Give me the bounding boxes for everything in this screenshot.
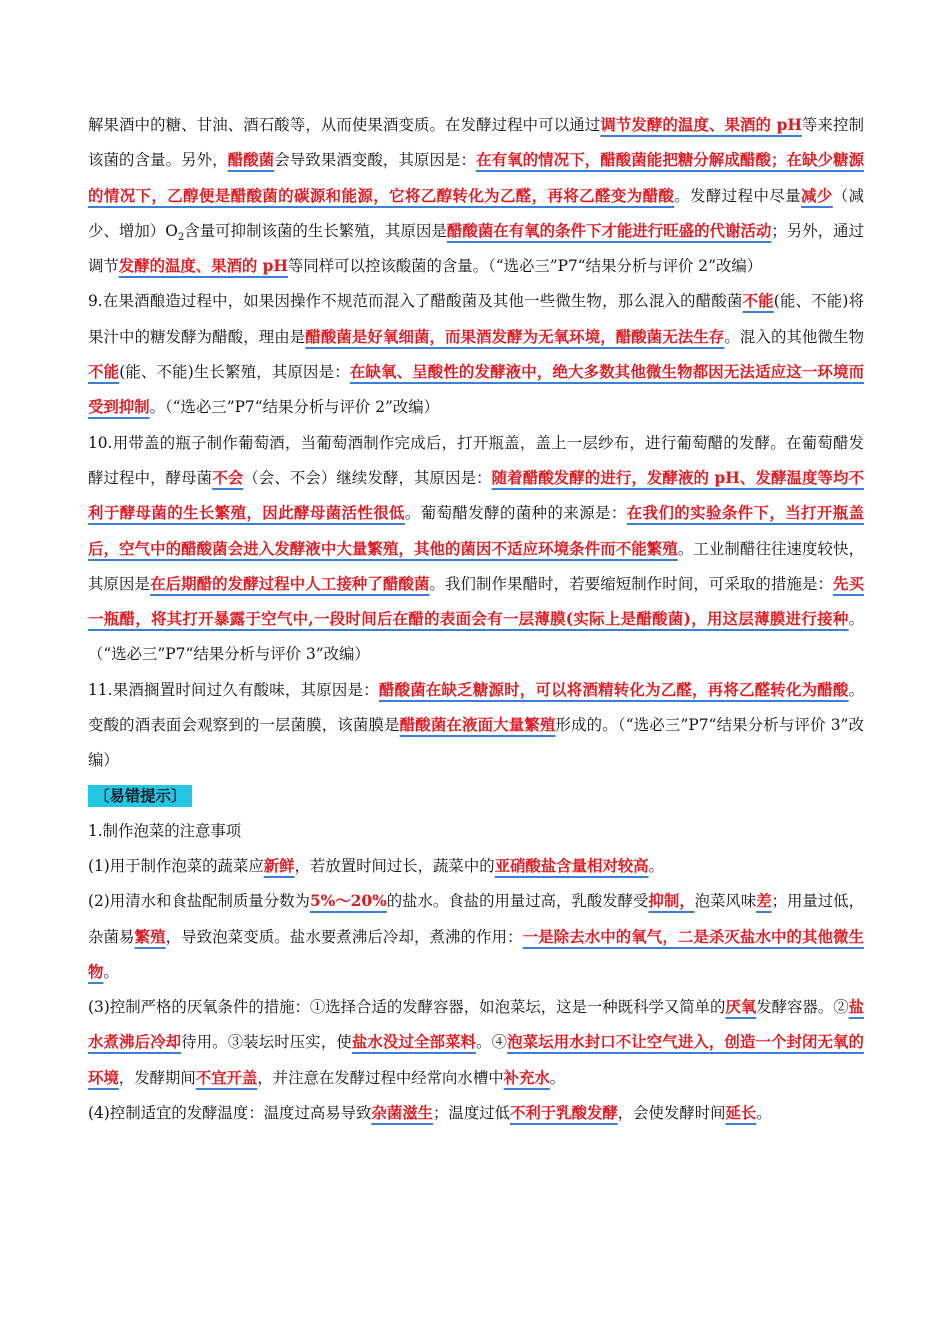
body-text: 等来控制该菌的含量。另外， — [88, 116, 864, 170]
body-text: 解果酒中的糖、甘油、酒石酸等，从而使果酒变质。在发酵过程中可以通过 — [88, 116, 601, 134]
answer-text: 醋酸菌是好氧细菌，而果酒发酵为无氧环境，醋酸菌无法生存 — [305, 327, 725, 346]
answer-text: 抑制， — [648, 892, 695, 911]
subscript: 2 — [177, 231, 185, 243]
answer-text: 随着醋酸发酵的进行，发酵液的 pH、发酵温度等均不利于酵母菌的生长繁殖，因此酵母菌活性很低 — [88, 468, 864, 523]
body-text: (3)控制严格的厌氧条件的措施：①选择合适的发酵容器，如泡菜坛，这是一种既科学又简单的 — [88, 998, 726, 1017]
body-text: (1)用于制作泡菜的蔬菜应 — [88, 856, 264, 875]
body-text: （会、不会）继续发酵，其原因是： — [243, 468, 492, 487]
body-text: 。④ — [476, 1033, 508, 1052]
answer-text: 不宜开盖 — [195, 1068, 258, 1087]
answer-text: 醋酸菌 — [227, 151, 275, 170]
body-text: 。（“选必三”P7“结果分析与评价 2”改编） — [149, 398, 440, 417]
answer-text: 醋酸菌在液面大量繁殖 — [399, 716, 556, 735]
document-body — [88, 108, 864, 1131]
answer-text: 在有氧的情况下，醋酸菌能把糖分解成醋酸；在缺少糖源的情况下，乙醇便是醋酸菌的碳源和能源，它将乙醇转化为乙醛，再将乙醛变为醋酸 — [88, 151, 864, 205]
body-text: ，并注意在发酵过程中经常向水槽中 — [257, 1068, 504, 1087]
body-text: 形成的。（“选必三”P7“结果分析与评价 3”改编） — [88, 716, 864, 770]
body-text: 含量可抑制该菌的生长繁殖，其原因是 — [184, 221, 447, 240]
answer-text: 一是除去水中的氧气，二是杀灭盐水中的其他微生物 — [88, 927, 864, 981]
body-text: 。混入的其他微生物 — [724, 327, 864, 346]
answer-text: 发酵的温度、果酒的 pH — [118, 257, 288, 276]
answer-text: 差 — [756, 892, 772, 911]
paragraph — [88, 814, 864, 849]
body-text: ，若放置时间过长，蔬菜中的 — [294, 856, 495, 875]
answer-text: 杂菌滋生 — [371, 1104, 434, 1123]
body-text: 发酵容器。② — [756, 998, 849, 1017]
body-text: 。变酸的酒表面会观察到的一层菌膜，该菌膜是 — [88, 680, 864, 735]
answer-text: 调节发酵的温度、果酒的 pH — [600, 116, 802, 134]
answer-text: 5%～20% — [309, 892, 387, 911]
body-text: 。我们制作果醋时，若要缩短制作时间，可采取的措施是： — [429, 574, 834, 593]
paragraph — [88, 108, 864, 284]
body-text: 的盐水。食盐的用量过高，乳酸发酵受 — [386, 892, 649, 911]
answer-text: 盐水煮沸后冷却 — [88, 998, 864, 1052]
answer-text: 新鲜 — [263, 856, 295, 875]
tip-heading-row — [88, 779, 864, 814]
body-text: (2)用清水和食盐配制质量分数为 — [88, 892, 310, 911]
answer-text: 不能 — [88, 363, 120, 382]
body-text: 。（“选必三”P7“结果分析与评价 3”改编） — [88, 610, 864, 664]
body-text: 。 — [648, 856, 664, 875]
body-text: (4)控制适宜的发酵温度：温度过高易导致 — [88, 1104, 372, 1123]
body-text: 11.果酒搁置时间过久有酸味，其原因是： — [88, 680, 379, 699]
answer-text: 在后期醋的发酵过程中人工接种了醋酸菌 — [150, 574, 430, 593]
answer-text: 不能 — [742, 292, 774, 311]
answer-text: 补充水 — [503, 1068, 550, 1087]
answer-text: 在缺氧、呈酸性的发酵液中，绝大多数其他微生物都因无法适应这一环境而受到抑制 — [88, 363, 864, 417]
body-text: 。葡萄醋发酵的菌种的来源是： — [404, 504, 627, 523]
body-text: 。 — [549, 1068, 566, 1087]
answer-text: 醋酸菌在缺乏糖源时，可以将酒精转化为乙醛，再将乙醛转化为醋酸 — [378, 680, 849, 699]
tip-heading: 〔易错提示〕 — [88, 785, 192, 807]
paragraph — [88, 1096, 864, 1131]
answer-text: 在我们的实验条件下，当打开瓶盖后，空气中的醋酸菌会进入发酵液中大量繁殖，其他的菌因不适应环境条件而不能繁殖 — [88, 504, 864, 558]
body-text: （减少、增加）O — [88, 186, 864, 240]
body-text: (能、不能)生长繁殖，其原因是： — [119, 363, 350, 382]
body-text: 9.在果酒酿造过程中，如果因操作不规范而混入了醋酸菌及其他一些微生物，那么混入的醋酸菌 — [88, 292, 743, 311]
answer-text: 泡菜坛用水封口不让空气进入，创造一个封闭无氧的环境 — [88, 1033, 864, 1087]
body-text: ；温度过低 — [433, 1104, 510, 1123]
body-text: ；用量过低，杂菌易 — [88, 892, 864, 946]
answer-text: 不会 — [212, 468, 244, 487]
paragraph — [88, 426, 864, 673]
paragraph — [88, 284, 864, 425]
paragraph — [88, 849, 864, 884]
paragraph — [88, 673, 864, 779]
answer-text: 亚硝酸盐含量相对较高 — [494, 856, 649, 875]
answer-text: 繁殖 — [134, 927, 166, 946]
body-text: 泡菜风味 — [694, 892, 757, 911]
paragraph — [88, 990, 864, 1096]
body-text: 待用。③装坛时压实，使 — [181, 1033, 352, 1052]
body-text: 。工业制醋往往速度较快，其原因是 — [88, 539, 864, 593]
body-text: ，会使发酵时间 — [617, 1104, 726, 1123]
body-text: (能、不能)将果汁中的糖发酵为醋酸，理由是 — [88, 292, 864, 346]
body-text: 会导致果酒变酸，其原因是： — [274, 151, 477, 170]
body-text: 。 — [756, 1104, 772, 1123]
body-text: 。 — [103, 962, 119, 981]
body-text: 等同样可以控该酸菌的含量。（“选必三”P7“结果分析与评价 2”改编） — [287, 257, 763, 276]
answer-text: 减少 — [801, 186, 833, 205]
answer-text: 盐水没过全部菜料 — [351, 1033, 477, 1052]
body-text: ；另外，通过调节 — [88, 221, 864, 276]
body-text: ，导致泡菜变质。盐水要煮沸后冷却，煮沸的作用： — [165, 927, 523, 946]
paragraph — [88, 884, 864, 990]
body-text: 。发酵过程中尽量 — [674, 186, 802, 205]
body-text: 1.制作泡菜的注意事项 — [88, 821, 242, 840]
body-text: 10.用带盖的瓶子制作葡萄酒，当葡萄酒制作完成后，打开瓶盖，盖上一层纱布，进行葡萄醋的发酵。在葡萄醋发酵过程中，酵母菌 — [88, 433, 864, 487]
answer-text: 延长 — [725, 1104, 757, 1123]
answer-text: 不利于乳酸发酵 — [510, 1104, 618, 1123]
answer-text: 先买一瓶醋，将其打开暴露于空气中,一段时间后在醋的表面会有一层薄膜(实际上是醋酸菌)，用这层薄膜进行接种 — [88, 574, 864, 629]
answer-text: 醋酸菌在有氧的条件下才能进行旺盛的代谢活动 — [446, 221, 772, 240]
answer-text: 厌氧 — [725, 998, 757, 1017]
body-text: ，发酵期间 — [118, 1068, 196, 1087]
